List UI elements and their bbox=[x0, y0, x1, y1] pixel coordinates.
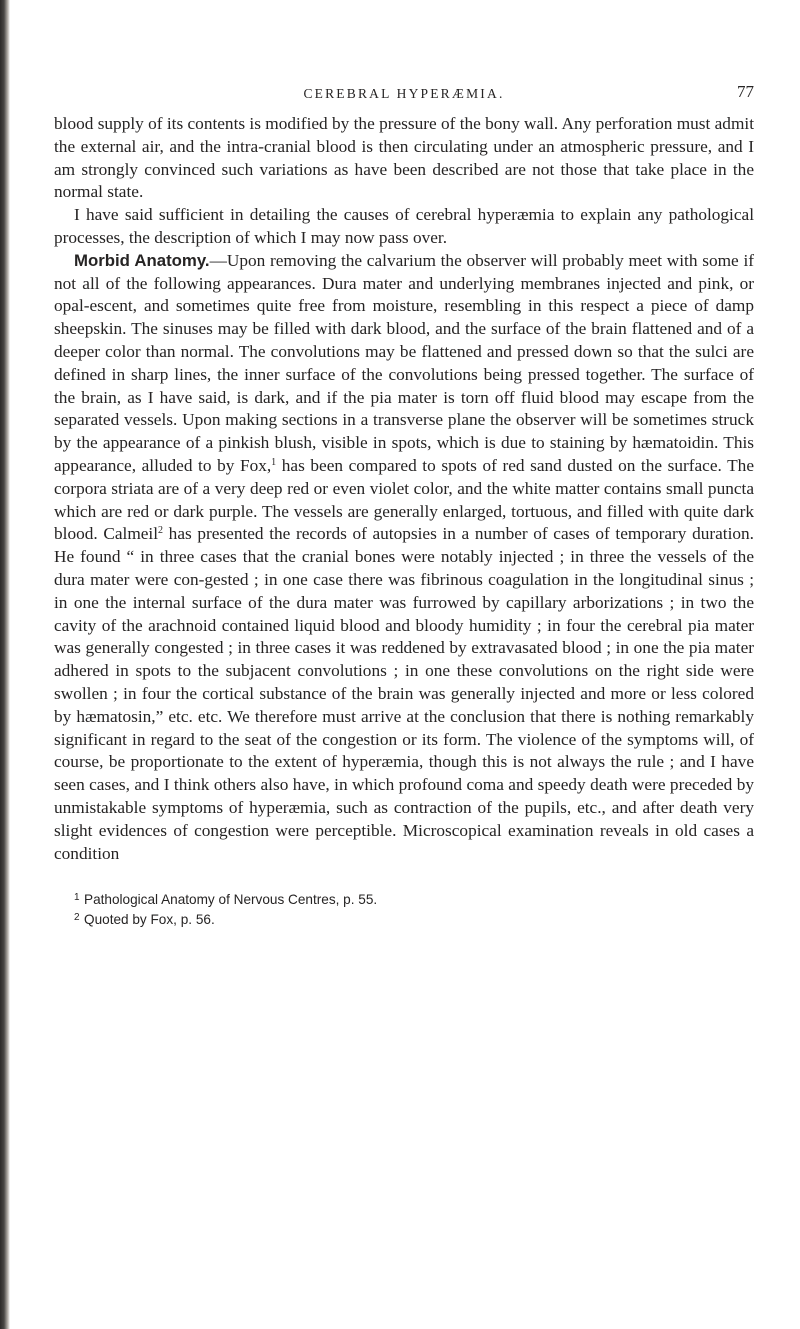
page-number: 77 bbox=[737, 82, 754, 101]
footnote-reference-1: 1 bbox=[271, 456, 277, 468]
footnotes bbox=[54, 889, 754, 929]
footnote-text: Quoted by Fox, p. 56. bbox=[84, 912, 215, 928]
footnote-mark: 1 bbox=[74, 892, 80, 904]
body-text bbox=[54, 113, 754, 865]
paragraph-morbid-anatomy bbox=[54, 250, 754, 866]
footnote-text: Pathological Anatomy of Nervous Centres, p. 55. bbox=[84, 892, 378, 908]
running-title: CEREBRAL HYPERÆMIA. bbox=[303, 86, 505, 101]
footnote-reference-2: 2 bbox=[158, 525, 164, 537]
footnote bbox=[74, 909, 754, 929]
section-heading: Morbid Anatomy. bbox=[74, 250, 210, 270]
footnote-mark: 2 bbox=[74, 912, 80, 924]
paragraph-continuation: blood supply of its contents is modified by the pressure of the bony wall. Any perforation must admit the external air, and the intra-cranial blood is then circulating under an atmospheric pressure, and I am strongly convinced such variations as have been described are not those that take place in the normal state. bbox=[54, 114, 754, 202]
paragraph-text-part-2: has been compared to spots of red sand dusted on the surface. The corpora striata are of a very deep red or even violet color, and the white matter contains small puncta which are red or dark purple. The vessels are generally enlarged, tortuous, and filled with quite dark blood. Calmeil bbox=[54, 455, 754, 544]
page-binding-edge bbox=[0, 0, 10, 1329]
footnote bbox=[74, 889, 754, 909]
paragraph-causes: I have said sufficient in detailing the causes of cerebral hyperæmia to explain any pathological processes, the description of which I may now pass over. bbox=[54, 205, 754, 247]
paragraph-text-part-3: has presented the records of autopsies in a number of cases of temporary duration. He found “ in three cases that the cranial bones were notably injected ; in three the vessels of the dura mater were con-gested ; in one case there was fibrinous coagulation in the longitudinal sinus ; in one the internal surface of the dura mater was furrowed by capillary arborizations ; in two the cavity of the arachnoid contained liquid blood and bloody humidity ; in four the cerebral pia mater was generally congested ; in three cases it was reddened by extravasated blood ; in one the pia mater adhered in spots to the subjacent convolutions ; in one these convolutions on the right side were swollen ; in four the cortical substance of the brain was generally injected and more or less colored by hæmatosin,” etc. etc. We therefore must arrive at the conclusion that there is nothing remarkably significant in regard to the seat of the congestion or its form. The violence of the symptoms will, of course, be proportionate to the extent of hyperæmia, though this is not always the rule ; and I have seen cases, and I think others also have, in which profound coma and speedy death were preceded by unmistakable symptoms of hyperæmia, such as contraction of the pupils, etc., and after death very slight evidences of congestion were perceptible. Microscopical examination reveals in old cases a condition bbox=[54, 524, 755, 863]
book-page bbox=[54, 82, 754, 929]
paragraph-text-part-1: —Upon removing the calvarium the observer will probably meet with some if not all of the following appearances. Dura mater and underlying membranes injected and pink, or opal-escent, and sometimes quite free from moisture, resembling in this respect a piece of damp sheepskin. The sinuses may be filled with dark blood, and the surface of the brain flattened and of a deeper color than normal. The convolutions may be flattened and pressed down so that the sulci are defined in sharp lines, the inner surface of the convolutions being pressed together. The surface of the brain, as I have said, is dark, and if the pia mater is torn off fluid blood may escape from the separated vessels. Upon making sections in a transverse plane the observer will be sometimes struck by the appearance of a pinkish blush, visible in spots, which is due to staining by hæmatoidin. This appearance, alluded to by Fox, bbox=[54, 250, 754, 475]
running-head bbox=[54, 82, 754, 108]
